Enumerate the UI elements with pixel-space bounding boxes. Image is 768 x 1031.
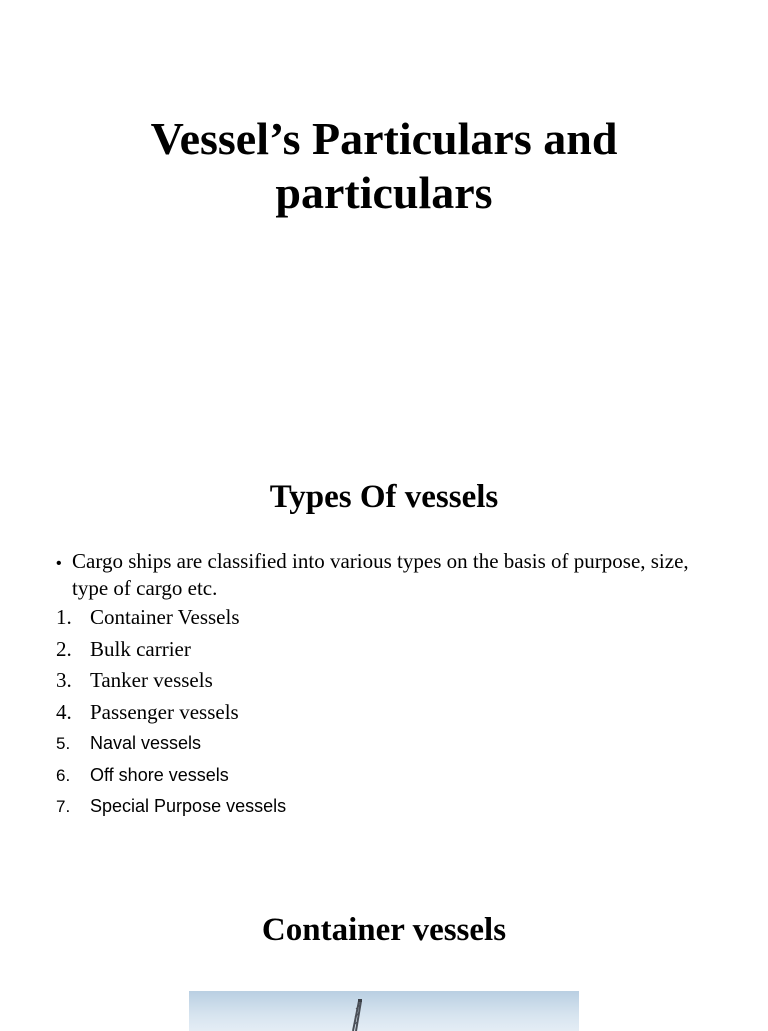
list-item [56, 602, 286, 634]
document-title [0, 112, 768, 220]
intro-bullet-text: Cargo ships are classified into various types on the basis of purpose, size, type of cargo etc. [72, 549, 689, 600]
list-item-label: Special Purpose vessels [90, 796, 287, 816]
list-item [56, 791, 286, 823]
crane-icon [189, 991, 579, 1031]
list-item-number: 7. [56, 797, 71, 816]
list-item-number: 1. [56, 605, 72, 629]
list-item [56, 697, 286, 729]
list-item-label: Passenger vessels [90, 699, 239, 724]
intro-bullet [56, 549, 712, 600]
document-title-line-1: Vessel’s Particulars and [150, 113, 618, 164]
list-item-number: 4. [56, 699, 72, 724]
list-item-number: 3. [56, 668, 72, 692]
section-title-container: Container vessels [261, 912, 507, 948]
list-item-label: Bulk carrier [90, 636, 191, 661]
list-item-label: Off shore vessels [90, 764, 229, 785]
list-item-label: Container Vessels [90, 605, 240, 629]
list-item [56, 728, 286, 760]
list-item-number: 5. [56, 734, 71, 753]
list-item-number: 2. [56, 636, 72, 661]
container-ship-photo [189, 991, 579, 1031]
section-title-types: Types Of vessels [269, 479, 499, 515]
list-item [56, 634, 286, 666]
list-item-number: 6. [56, 765, 71, 785]
list-item-label: Naval vessels [90, 733, 202, 753]
slide-types-of-vessels [0, 440, 768, 880]
slide-title [0, 0, 768, 440]
document-title-line-2: particulars [275, 167, 493, 218]
bullet-icon: • [56, 555, 62, 572]
list-item [56, 665, 286, 697]
list-item [56, 760, 286, 792]
slide-container-vessels [0, 880, 768, 1024]
list-item-label: Tanker vessels [90, 668, 213, 692]
vessel-types-list [56, 602, 286, 823]
